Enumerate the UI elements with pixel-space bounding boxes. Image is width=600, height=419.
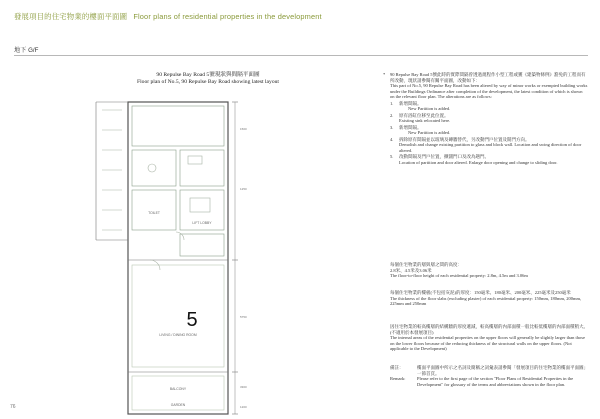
floor-height-spec xyxy=(390,262,588,279)
floor-height-zh: 每個住宅物業的層與層之間的高度： xyxy=(390,262,462,267)
alteration-number: 2. xyxy=(390,112,394,118)
alteration-text-zh: 改動間隔及門戶位置，擴闊門口及改為趟門。 xyxy=(399,154,489,159)
alteration-notes xyxy=(383,72,588,165)
alteration-number: 5. xyxy=(390,154,394,159)
page-number: 76 xyxy=(10,404,16,410)
floor-divider xyxy=(14,55,588,56)
internal-area-en: The internal areas of the residential properties on the upper floors will generally be slightly larger than those on the lower floors because of the reducing thickness of the structural walls on the upper floors. (Not applicable to the Development) xyxy=(390,335,585,351)
header-title-en: Floor plans of residential properties in the development xyxy=(133,12,322,21)
room-label: LIVING / DINING ROOM xyxy=(159,333,197,337)
internal-area-spec xyxy=(390,324,588,352)
alteration-number: 4. xyxy=(390,136,394,142)
alteration-item xyxy=(390,125,588,136)
remark-body-zh: 樓面平面圖中所示之名詞及簡稱之詞彙表請參閱「發展項目的住宅物業的樓面平面圖」一節首頁。 xyxy=(417,365,588,376)
alteration-item xyxy=(390,101,588,112)
alteration-text-zh: 新增間隔。 xyxy=(399,124,422,130)
unit-number: 5 xyxy=(186,309,198,331)
plan-title-en: Floor plan of No.5, 90 Repulse Bay Road showing latest layout xyxy=(136,79,279,85)
dimension-label: 3300 xyxy=(240,385,247,389)
alteration-text-en: Demolish and change existing partition to glass and block wall. Location and swing direction of door altered. xyxy=(399,142,582,153)
room-label: LIFT LOBBY xyxy=(192,221,212,225)
alteration-text-zh: 新增間隔。 xyxy=(399,100,422,106)
alteration-text-en: Location of partition and door altered. Enlarge door opening and change to sliding door. xyxy=(399,159,558,165)
alteration-text-en: Existing sink relocated here. xyxy=(399,118,451,123)
alteration-number: 3. xyxy=(390,124,394,130)
remark xyxy=(390,365,588,387)
dimension-label: 1250 xyxy=(240,187,247,191)
plan-title xyxy=(108,72,308,86)
dimension-label: 1500 xyxy=(240,127,247,131)
floor-plan xyxy=(92,90,262,416)
remark-label-zh: 備註： xyxy=(390,365,404,370)
alteration-text-zh: 原有浴缸位移至此位置。 xyxy=(399,112,449,118)
floor-height-en: The floor-to-floor height of each residential property: 2.8m, 4.5m and 3.06m xyxy=(390,273,528,278)
alteration-text-zh: 拆除原有間隔並以玻璃及磚牆替代，另改動門戶位置及開門方向。 xyxy=(399,136,530,142)
room-label: GARDEN xyxy=(170,403,186,407)
floor-plan-drawing xyxy=(92,90,262,416)
alteration-number: 1. xyxy=(390,100,394,106)
dimension-label: 1200 xyxy=(240,405,247,409)
page-header xyxy=(14,11,322,22)
room-label: TOILET xyxy=(148,211,160,215)
alteration-item xyxy=(390,154,588,165)
floor-label: 地下 G/F xyxy=(14,47,39,54)
slab-thickness-en: The thickness of the floor slabs (excluding plaster) of each residential property: 150mm, 180mm, 200mm, 225mm and 250mm xyxy=(390,295,582,306)
header-title-zh: 發展項目的住宅物業的樓面平面圖 xyxy=(14,12,128,21)
remark-label-en: Remark: xyxy=(390,376,406,381)
remark-body-en: Please refer to the first page of the section "Floor Plans of Residential Properties in the Development" for glossary of the terms and abbreviations shown in the floor plan. xyxy=(417,376,574,387)
room-label: BALCONY xyxy=(169,387,187,391)
notes-intro-zh: 90 Repulse Bay Road 5號此時的實際間隔曾透過規程作小型工程或獲《建築物條例》豁免的工程而有所改動，現狀請參閱有關平面圖，改動如下： xyxy=(390,72,586,83)
plan-title-zh: 90 Repulse Bay Road 5號現狀與間隔平面圖 xyxy=(156,72,260,78)
slab-thickness-zh: 每個住宅物業的樓板(不包括灰泥)的厚度：150毫米、180毫米、200毫米、225毫米及250毫米 xyxy=(390,290,571,295)
alteration-item xyxy=(390,113,588,124)
floor-height-values: 2.8米、4.5米及3.06米 xyxy=(390,267,432,273)
alteration-list xyxy=(390,101,588,166)
alteration-text-en: New Partition is added. xyxy=(408,130,451,135)
alteration-item xyxy=(390,137,588,154)
dimension-label: 5750 xyxy=(240,315,247,319)
internal-area-zh: 因住宅物業的較高樓層的結構牆的厚度遞減，較高樓層的內部面積一般比較低樓層的內部面積稍大。(不適用於本發展項目) xyxy=(390,324,588,335)
notes-intro-en: This part of No.5, 90 Repulse Bay Road has been altered by way of minor works or exempted building works under the Buildings Ordinance after completion of the development, the latest condition of which is shown on the relevant floor plan. The alterations are as follows: xyxy=(390,83,588,99)
slab-thickness-spec xyxy=(390,290,588,307)
note-star: * xyxy=(383,72,386,77)
alteration-text-en: New Partition is added. xyxy=(408,106,451,111)
